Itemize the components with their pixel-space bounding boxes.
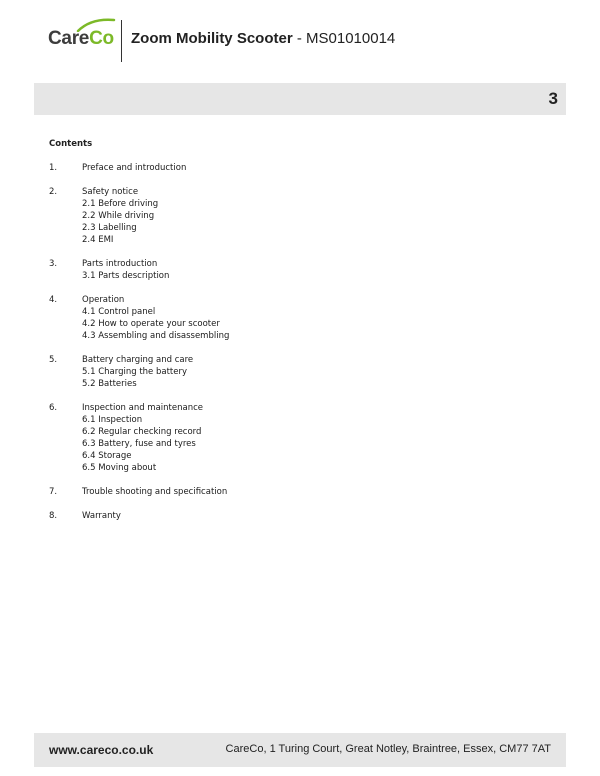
toc-entry[interactable] bbox=[49, 186, 349, 198]
page-number-band bbox=[34, 83, 566, 115]
toc-entry-number: 2. bbox=[49, 187, 58, 197]
contents-heading: Contents bbox=[49, 139, 93, 149]
table-of-contents bbox=[49, 162, 349, 534]
toc-subentry[interactable]: 3.1 Parts description bbox=[82, 271, 170, 281]
toc-entry[interactable] bbox=[49, 486, 349, 498]
title-separator: - bbox=[292, 30, 307, 47]
toc-entry-label: Warranty bbox=[82, 511, 121, 521]
toc-section bbox=[49, 162, 349, 174]
toc-subentry[interactable]: 6.2 Regular checking record bbox=[82, 427, 202, 437]
toc-entry-number: 8. bbox=[49, 511, 58, 521]
toc-entry-label: Operation bbox=[82, 295, 125, 305]
company-address: CareCo, 1 Turing Court, Great Notley, Braintree, Essex, CM77 7AT bbox=[225, 743, 551, 755]
toc-subentry[interactable]: 4.1 Control panel bbox=[82, 307, 156, 317]
toc-entry-number: 1. bbox=[49, 163, 58, 173]
toc-entry[interactable] bbox=[49, 510, 349, 522]
toc-entry-number: 6. bbox=[49, 403, 58, 413]
toc-entry-label: Trouble shooting and specification bbox=[82, 487, 228, 497]
toc-entry-label: Inspection and maintenance bbox=[82, 403, 203, 413]
toc-entry-number: 3. bbox=[49, 259, 58, 269]
toc-subentry[interactable]: 2.2 While driving bbox=[82, 211, 155, 221]
toc-section bbox=[49, 486, 349, 498]
careco-logo bbox=[48, 18, 118, 58]
document-title bbox=[131, 30, 395, 47]
toc-section bbox=[49, 354, 349, 390]
toc-entry-number: 4. bbox=[49, 295, 58, 305]
website-link[interactable]: www.careco.co.uk bbox=[49, 743, 154, 757]
toc-subentry[interactable]: 6.5 Moving about bbox=[82, 463, 157, 473]
header-divider bbox=[121, 20, 122, 62]
logo-text: CareCo bbox=[48, 28, 114, 49]
toc-subentry[interactable]: 5.2 Batteries bbox=[82, 379, 137, 389]
toc-subentry[interactable]: 5.1 Charging the battery bbox=[82, 367, 188, 377]
toc-entry-number: 5. bbox=[49, 355, 58, 365]
toc-entry[interactable] bbox=[49, 258, 349, 270]
product-name: Zoom Mobility Scooter bbox=[131, 30, 293, 47]
toc-subentry[interactable]: 4.2 How to operate your scooter bbox=[82, 319, 220, 329]
page-number: 3 bbox=[548, 89, 558, 108]
toc-entry-label: Preface and introduction bbox=[82, 163, 187, 173]
toc-entry-label: Parts introduction bbox=[82, 259, 158, 269]
toc-entry[interactable] bbox=[49, 354, 349, 366]
footer-band bbox=[34, 733, 566, 767]
toc-subentry[interactable]: 2.4 EMI bbox=[82, 235, 114, 245]
toc-section bbox=[49, 402, 349, 474]
toc-section bbox=[49, 186, 349, 246]
toc-entry-label: Battery charging and care bbox=[82, 355, 194, 365]
toc-section bbox=[49, 294, 349, 342]
toc-section bbox=[49, 258, 349, 282]
toc-section bbox=[49, 510, 349, 522]
toc-entry-number: 7. bbox=[49, 487, 58, 497]
toc-subentry[interactable]: 6.3 Battery, fuse and tyres bbox=[82, 439, 196, 449]
toc-entry[interactable] bbox=[49, 402, 349, 414]
toc-entry[interactable] bbox=[49, 294, 349, 306]
toc-subentry[interactable]: 4.3 Assembling and disassembling bbox=[82, 331, 230, 341]
toc-entry-label: Safety notice bbox=[82, 187, 139, 197]
product-code: MS01010014 bbox=[306, 30, 396, 47]
toc-entry[interactable] bbox=[49, 162, 349, 174]
toc-subentry[interactable]: 2.3 Labelling bbox=[82, 223, 137, 233]
toc-subentry[interactable]: 2.1 Before driving bbox=[82, 199, 159, 209]
toc-subentry[interactable]: 6.1 Inspection bbox=[82, 415, 143, 425]
toc-subentry[interactable]: 6.4 Storage bbox=[82, 451, 132, 461]
